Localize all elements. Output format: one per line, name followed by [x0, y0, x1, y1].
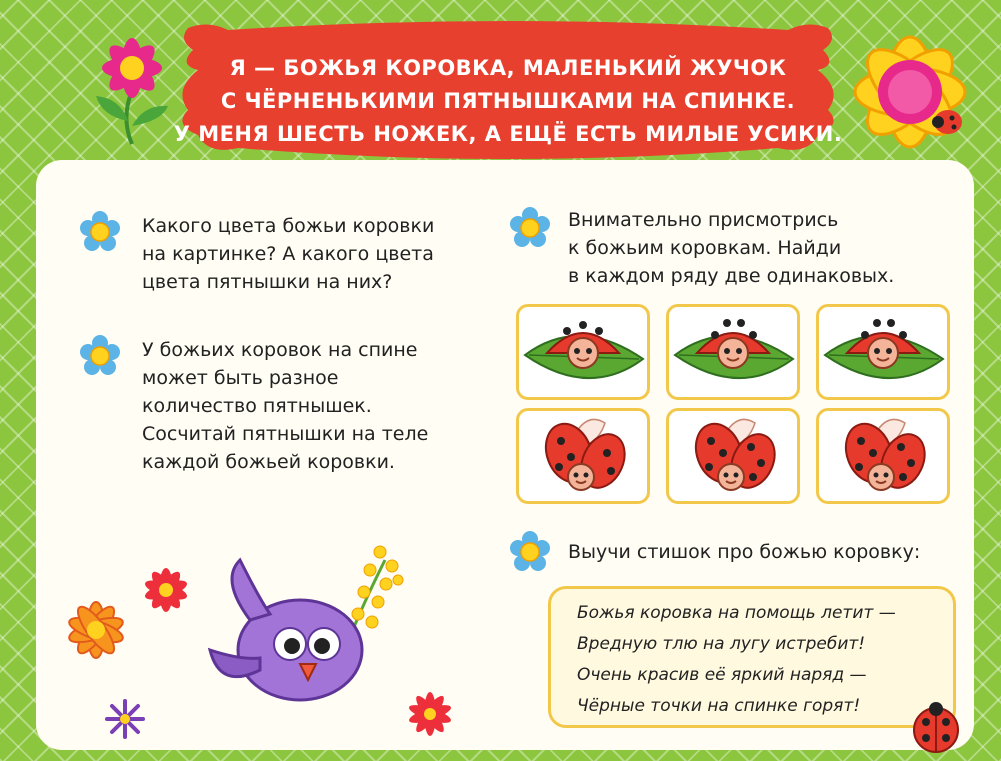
- question-3-line: Внимательно присмотрись: [568, 209, 839, 231]
- banner-line-2: С ЧЁРНЕНЬКИМИ ПЯТНЫШКАМИ НА СПИНКЕ.: [220, 89, 796, 113]
- flying-ladybug-icon: [519, 411, 647, 501]
- ladybug-tile: [816, 408, 950, 504]
- question-3-line: в каждом ряду две одинаковых.: [568, 265, 895, 287]
- question-2-line: может быть разное: [142, 367, 339, 389]
- poem-box: [548, 586, 956, 728]
- flower-decoration-icon: [36, 560, 226, 710]
- question-2: [142, 336, 428, 476]
- yellow-flower-decoration-icon: [840, 22, 980, 162]
- question-1-line: Какого цвета божьи коровки: [142, 215, 435, 237]
- title-banner: [168, 20, 848, 165]
- question-2-line: каждой божьей коровки.: [142, 451, 395, 473]
- poem-line: Божья коровка на помощь летит —: [577, 603, 896, 623]
- question-2-line: количество пятнышек.: [142, 395, 372, 417]
- flying-ladybug-icon: [819, 411, 947, 501]
- purple-flower-decoration-icon: [100, 694, 150, 744]
- question-3-line: к божьим коровкам. Найди: [568, 237, 842, 259]
- poem-line: Вредную тлю на лугу истребит!: [577, 634, 866, 654]
- flower-bullet-icon: [78, 334, 122, 378]
- question-2-line: У божьих коровок на спине: [142, 339, 418, 361]
- ladybug-on-leaf-icon: [819, 307, 947, 397]
- small-ladybug-icon: [908, 700, 964, 756]
- purple-bird-icon: [200, 540, 420, 730]
- poem-line: Чёрные точки на спинке горят!: [577, 696, 861, 716]
- flying-ladybug-icon: [669, 411, 797, 501]
- question-3: [568, 206, 894, 290]
- question-2-line: Сосчитай пятнышки на теле: [142, 423, 429, 445]
- ladybug-tile: [816, 304, 950, 400]
- ladybug-on-leaf-icon: [669, 307, 797, 397]
- ladybug-tile: [516, 408, 650, 504]
- poem-line: Очень красив её яркий наряд —: [577, 665, 867, 685]
- banner-line-1: Я — БОЖЬЯ КОРОВКА, МАЛЕНЬКИЙ ЖУЧОК: [229, 56, 787, 80]
- flower-bullet-icon: [78, 210, 122, 254]
- question-1: [142, 212, 434, 296]
- ladybug-on-leaf-icon: [519, 307, 647, 397]
- ladybug-tile: [666, 304, 800, 400]
- flower-bullet-icon: [508, 530, 552, 574]
- question-4: [568, 538, 920, 566]
- pink-flower-decoration-icon: [92, 26, 172, 146]
- banner-line-3: У МЕНЯ ШЕСТЬ НОЖЕК, А ЕЩЁ ЕСТЬ МИЛЫЕ УСИКИ.: [173, 122, 843, 146]
- ladybug-tile: [516, 304, 650, 400]
- question-4-line: Выучи стишок про божью коровку:: [568, 541, 921, 563]
- question-1-line: на картинке? А какого цвета: [142, 243, 434, 265]
- question-1-line: цвета пятнышки на них?: [142, 271, 393, 293]
- ladybug-tile: [666, 408, 800, 504]
- flower-bullet-icon: [508, 206, 552, 250]
